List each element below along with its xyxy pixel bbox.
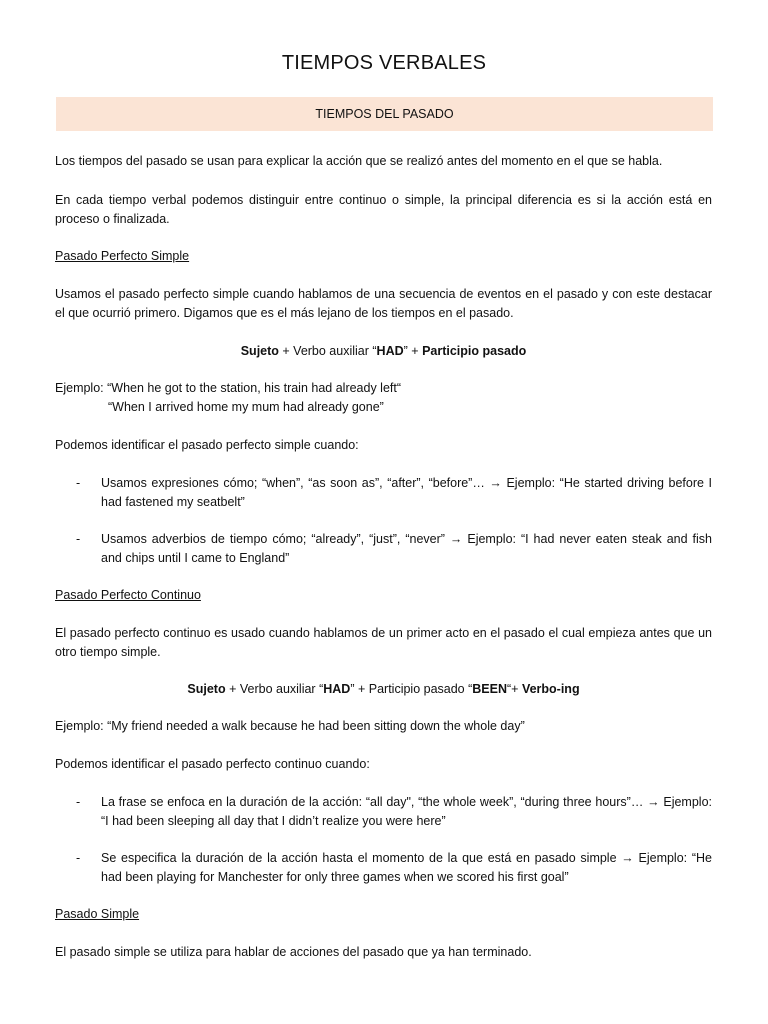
document-title: TIEMPOS VERBALES	[281, 52, 487, 74]
example-label: Ejemplo:	[55, 381, 108, 395]
formula-aux: + Verbo auxiliar “	[278, 344, 377, 358]
perfecto-continuo-bullet-1: La frase se enfoca en la duración de la acción: “all day", “the whole week”, “during three hours”… → Ejemplo: “I had been sleeping all day that I didn’t realize you were here”	[101, 795, 712, 828]
example-1: “When he got to the station, his train had already left“	[107, 381, 402, 395]
bullet-marker: -	[76, 795, 81, 809]
formula-been: BEEN	[472, 682, 507, 696]
heading-pasado-perfecto-simple: Pasado Perfecto Simple	[55, 249, 190, 263]
perfecto-simple-bullet-1: Usamos expresiones cómo; “when”, “as soon as”, “after”, “before”… → Ejemplo: “He started driving before I had fastened my seatbelt”	[101, 476, 712, 509]
perfecto-continuo-formula	[55, 680, 712, 699]
formula-participio: Participio pasado	[422, 344, 527, 358]
formula-sujeto: Sujeto	[240, 344, 279, 358]
perfecto-continuo-identify-intro: Podemos identificar el pasado perfecto continuo cuando:	[55, 757, 370, 771]
perfecto-simple-formula	[55, 342, 712, 361]
formula-aux: + Verbo auxiliar “	[225, 682, 324, 696]
formula-verbo-ing: Verbo-ing	[521, 682, 580, 696]
formula-plus: ” +	[403, 344, 423, 358]
perfecto-simple-description: Usamos el pasado perfecto simple cuando hablamos de una secuencia de eventos en el pasado y con este destacar el que ocurrió primero. Digamos que es el más lejano de los tiempos en el pasado.	[55, 287, 712, 320]
formula-sujeto: Sujeto	[187, 682, 226, 696]
formula-plus: “+	[507, 682, 522, 696]
heading-pasado-perfecto-continuo: Pasado Perfecto Continuo	[55, 588, 201, 602]
perfecto-simple-examples	[55, 379, 712, 417]
formula-had: HAD	[376, 344, 404, 358]
perfecto-continuo-example: Ejemplo: “My friend needed a walk because he had been sitting down the whole day”	[55, 719, 525, 733]
perfecto-continuo-bullet-2: Se especifica la duración de la acción hasta el momento de la que está en pasado simple → Ejemplo: “He had been playing for Manchester for only three games when we scored his first goal”	[101, 851, 712, 884]
bullet-marker: -	[76, 476, 81, 490]
perfecto-simple-identify-intro: Podemos identificar el pasado perfecto simple cuando:	[55, 438, 359, 452]
formula-participio: ” + Participio pasado “	[350, 682, 473, 696]
bullet-marker: -	[76, 851, 81, 865]
example-2: “When I arrived home my mum had already gone”	[108, 400, 384, 414]
bullet-marker: -	[76, 532, 81, 546]
perfecto-simple-bullet-2: Usamos adverbios de tiempo cómo; “already”, “just”, “never” → Ejemplo: “I had never eaten steak and fish and chips until I came to England”	[101, 532, 712, 565]
formula-had: HAD	[323, 682, 351, 696]
intro-paragraph-1: Los tiempos del pasado se usan para explicar la acción que se realizó antes del momento en el que se habla.	[55, 154, 663, 168]
intro-paragraph-2: En cada tiempo verbal podemos distinguir entre continuo o simple, la principal diferencia es si la acción está en proceso o finalizada.	[55, 193, 712, 226]
perfecto-continuo-description: El pasado perfecto continuo es usado cuando hablamos de un primer acto en el pasado el cual empieza antes que un otro tiempo simple.	[55, 626, 712, 659]
section-banner: TIEMPOS DEL PASADO	[56, 97, 713, 131]
heading-pasado-simple: Pasado Simple	[55, 907, 140, 921]
pasado-simple-description: El pasado simple se utiliza para hablar de acciones del pasado que ya han terminado.	[55, 945, 532, 959]
